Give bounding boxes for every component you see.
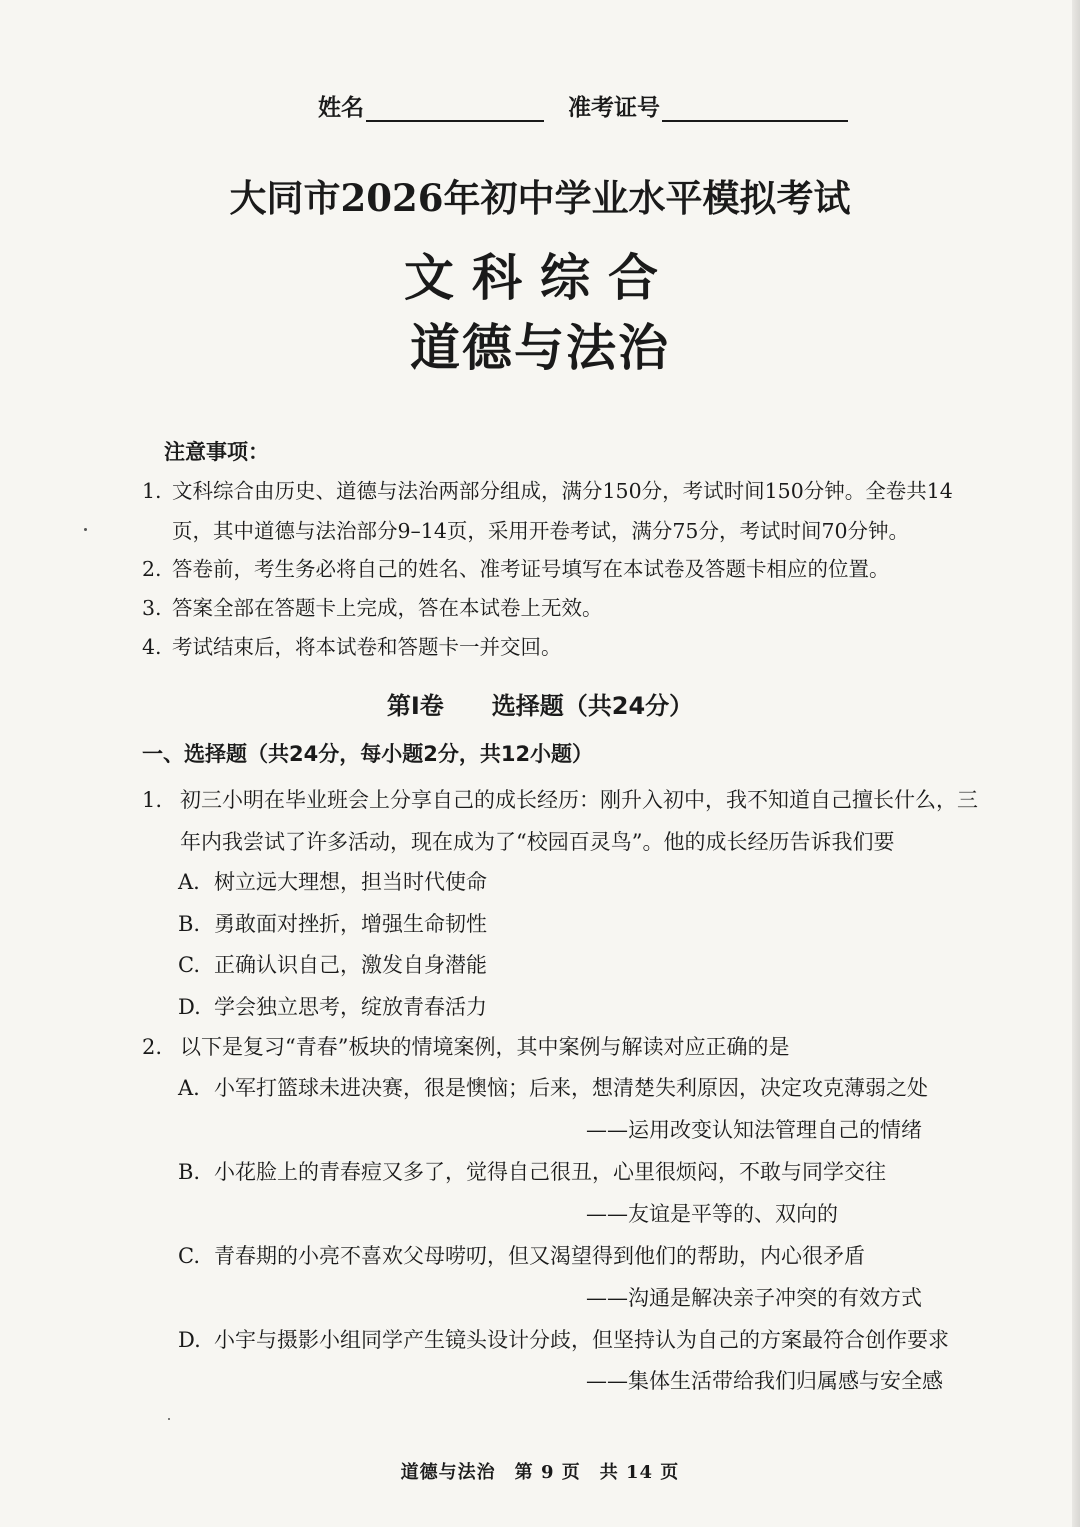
name-blank: [366, 94, 544, 122]
question-text: 初三小明在毕业班会上分享自己的成长经历：刚升入初中，我不知道自己擅长什么，三: [180, 788, 978, 812]
option-letter: B.: [178, 1160, 201, 1184]
option-text: 青春期的小亮不喜欢父母唠叨，但又渴望得到他们的帮助，内心很矛盾: [214, 1244, 865, 1268]
option-text: 正确认识自己，激发自身潜能: [214, 953, 487, 977]
question-stem: [142, 1033, 1042, 1061]
notice-item-text: 考试结束后，将本试卷和答题卡一并交回。: [172, 635, 562, 659]
option-interpretation: ——友谊是平等的、双向的: [586, 1202, 838, 1226]
question-stem: [142, 786, 1042, 856]
exam-id-blank: [662, 94, 848, 122]
option-text: 学会独立思考，绽放青春活力: [214, 995, 487, 1019]
question-number: 1.: [142, 788, 163, 812]
option-interpretation: ——沟通是解决亲子冲突的有效方式: [586, 1286, 922, 1310]
scan-speck: [84, 528, 87, 531]
scan-speck: [168, 1418, 170, 1420]
option-letter: D.: [178, 1328, 201, 1352]
question-text-cont: 年内我尝试了许多活动，现在成为了“校园百灵鸟”。他的成长经历告诉我们要: [180, 830, 895, 854]
name-label: 姓名: [318, 94, 364, 121]
exam-title: 大同市2026年初中学业水平模拟考试: [229, 176, 851, 220]
subject-group-title: 文科综合: [404, 249, 676, 307]
option-d[interactable]: [178, 1326, 1038, 1354]
question-number: 2.: [142, 1035, 163, 1059]
option-a[interactable]: [178, 1074, 1038, 1102]
notice-item: [142, 555, 1042, 583]
notice-item: [142, 633, 1042, 661]
option-letter: C.: [178, 953, 200, 977]
notice-title: 注意事项：: [164, 439, 269, 464]
notice-item-number: 1.: [142, 479, 162, 503]
section-title: 第Ⅰ卷 选择题（共24分）: [386, 692, 694, 720]
part-title: 一、选择题（共24分，每小题2分，共12小题）: [142, 742, 594, 766]
notice-item-number: 3.: [142, 596, 162, 620]
header-fields: [318, 82, 848, 122]
option-letter: A.: [178, 870, 200, 894]
option-d[interactable]: [178, 993, 1038, 1021]
option-letter: D.: [178, 995, 201, 1019]
option-c[interactable]: [178, 951, 1038, 979]
subject-title: 道德与法治: [410, 319, 670, 377]
notice-item-number: 4.: [142, 635, 162, 659]
option-letter: C.: [178, 1244, 200, 1268]
option-text: 小花脸上的青春痘又多了，觉得自己很丑，心里很烦闷，不敢与同学交往: [214, 1160, 886, 1184]
exam-id-label: 准考证号: [568, 94, 660, 121]
notice-item-text: 文科综合由历史、道德与法治两部分组成，满分150分，考试时间150分钟。全卷共14: [172, 479, 953, 503]
notice-item-number: 2.: [142, 557, 162, 581]
page-edge-shadow: [1072, 0, 1080, 1527]
option-letter: A.: [178, 1076, 200, 1100]
option-text: 树立远大理想，担当时代使命: [214, 870, 487, 894]
option-letter: B.: [178, 912, 201, 936]
option-b[interactable]: [178, 1158, 1038, 1186]
option-c[interactable]: [178, 1242, 1038, 1270]
option-interpretation: ——集体生活带给我们归属感与安全感: [586, 1369, 943, 1393]
option-text: 小宇与摄影小组同学产生镜头设计分歧，但坚持认为自己的方案最符合创作要求: [214, 1328, 949, 1352]
option-b[interactable]: [178, 910, 1038, 938]
option-text: 小军打篮球未进决赛，很是懊恼；后来，想清楚失利原因，决定攻克薄弱之处: [214, 1076, 928, 1100]
notice-item: [142, 594, 1042, 622]
notice-item-text: 答卷前，考生务必将自己的姓名、准考证号填写在本试卷及答题卡相应的位置。: [172, 557, 890, 581]
notice-item-text: 答案全部在答题卡上完成，答在本试卷上无效。: [172, 596, 603, 620]
option-interpretation: ——运用改变认知法管理自己的情绪: [586, 1118, 922, 1142]
page-footer: 道德与法治 第 9 页 共 14 页: [400, 1462, 680, 1483]
option-a[interactable]: [178, 868, 1038, 896]
question-text: 以下是复习“青春”板块的情境案例，其中案例与解读对应正确的是: [180, 1035, 790, 1059]
notice-item-text-cont: 页，其中道德与法治部分9–14页，采用开卷考试，满分75分，考试时间70分钟。: [172, 519, 910, 543]
option-text: 勇敢面对挫折，增强生命韧性: [214, 912, 487, 936]
notice-item: [142, 477, 1042, 545]
